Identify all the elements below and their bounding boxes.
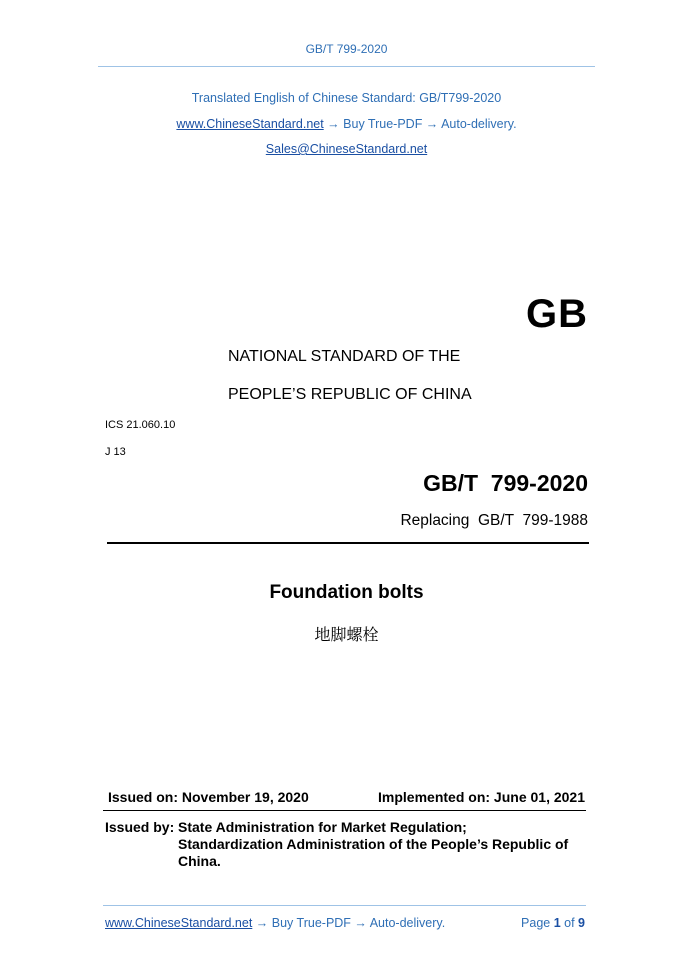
- national-standard-line1: NATIONAL STANDARD OF THE: [228, 348, 461, 365]
- authority-line: Standardization Administration of the People’s Republic of: [178, 836, 569, 852]
- footer-site-link[interactable]: www.ChineseStandard.net: [105, 916, 253, 930]
- header-rule: [98, 66, 595, 67]
- page-current: 1: [553, 916, 561, 930]
- standard-code: GB/T 799-2020: [423, 470, 588, 496]
- national-standard-line2: PEOPLE’S REPUBLIC OF CHINA: [228, 386, 472, 403]
- page-total: 9: [578, 916, 585, 930]
- issued-by-label: Issued by:: [105, 819, 175, 835]
- footer-purchase-text: → Buy True-PDF → Auto-delivery.: [252, 916, 446, 930]
- translation-notice: Translated English of Chinese Standard: GB/T799-2020: [191, 91, 502, 105]
- page-prefix: Page: [521, 916, 554, 930]
- ccs-code: J 13: [105, 446, 126, 458]
- title-chinese: 地脚螺栓: [314, 625, 379, 644]
- running-header: GB/T 799-2020: [305, 42, 388, 56]
- authority-line: China.: [178, 853, 221, 869]
- site-link[interactable]: www.ChineseStandard.net: [176, 117, 324, 131]
- ics-code: ICS 21.060.10: [105, 419, 176, 431]
- page-of: of: [560, 916, 579, 930]
- implemented-on-date: Implemented on: June 01, 2021: [378, 789, 585, 805]
- issued-by-authorities: [178, 819, 588, 870]
- page-number: [521, 916, 585, 930]
- email-line: [0, 142, 693, 156]
- title-rule: [107, 542, 589, 544]
- footer-purchase-line: [105, 916, 445, 930]
- purchase-text: → Buy True-PDF → Auto-delivery.: [323, 117, 517, 131]
- issued-on-date: Issued on: November 19, 2020: [108, 789, 309, 805]
- footer-rule: [103, 905, 586, 906]
- issue-rule: [103, 810, 586, 811]
- replacing-standard: Replacing GB/T 799-1988: [400, 512, 588, 529]
- authority-line: State Administration for Market Regulation;: [178, 819, 467, 835]
- email-link[interactable]: Sales@ChineseStandard.net: [265, 142, 428, 156]
- title-english: Foundation bolts: [269, 582, 424, 603]
- gb-mark: GB: [526, 292, 588, 336]
- purchase-line: [0, 117, 693, 131]
